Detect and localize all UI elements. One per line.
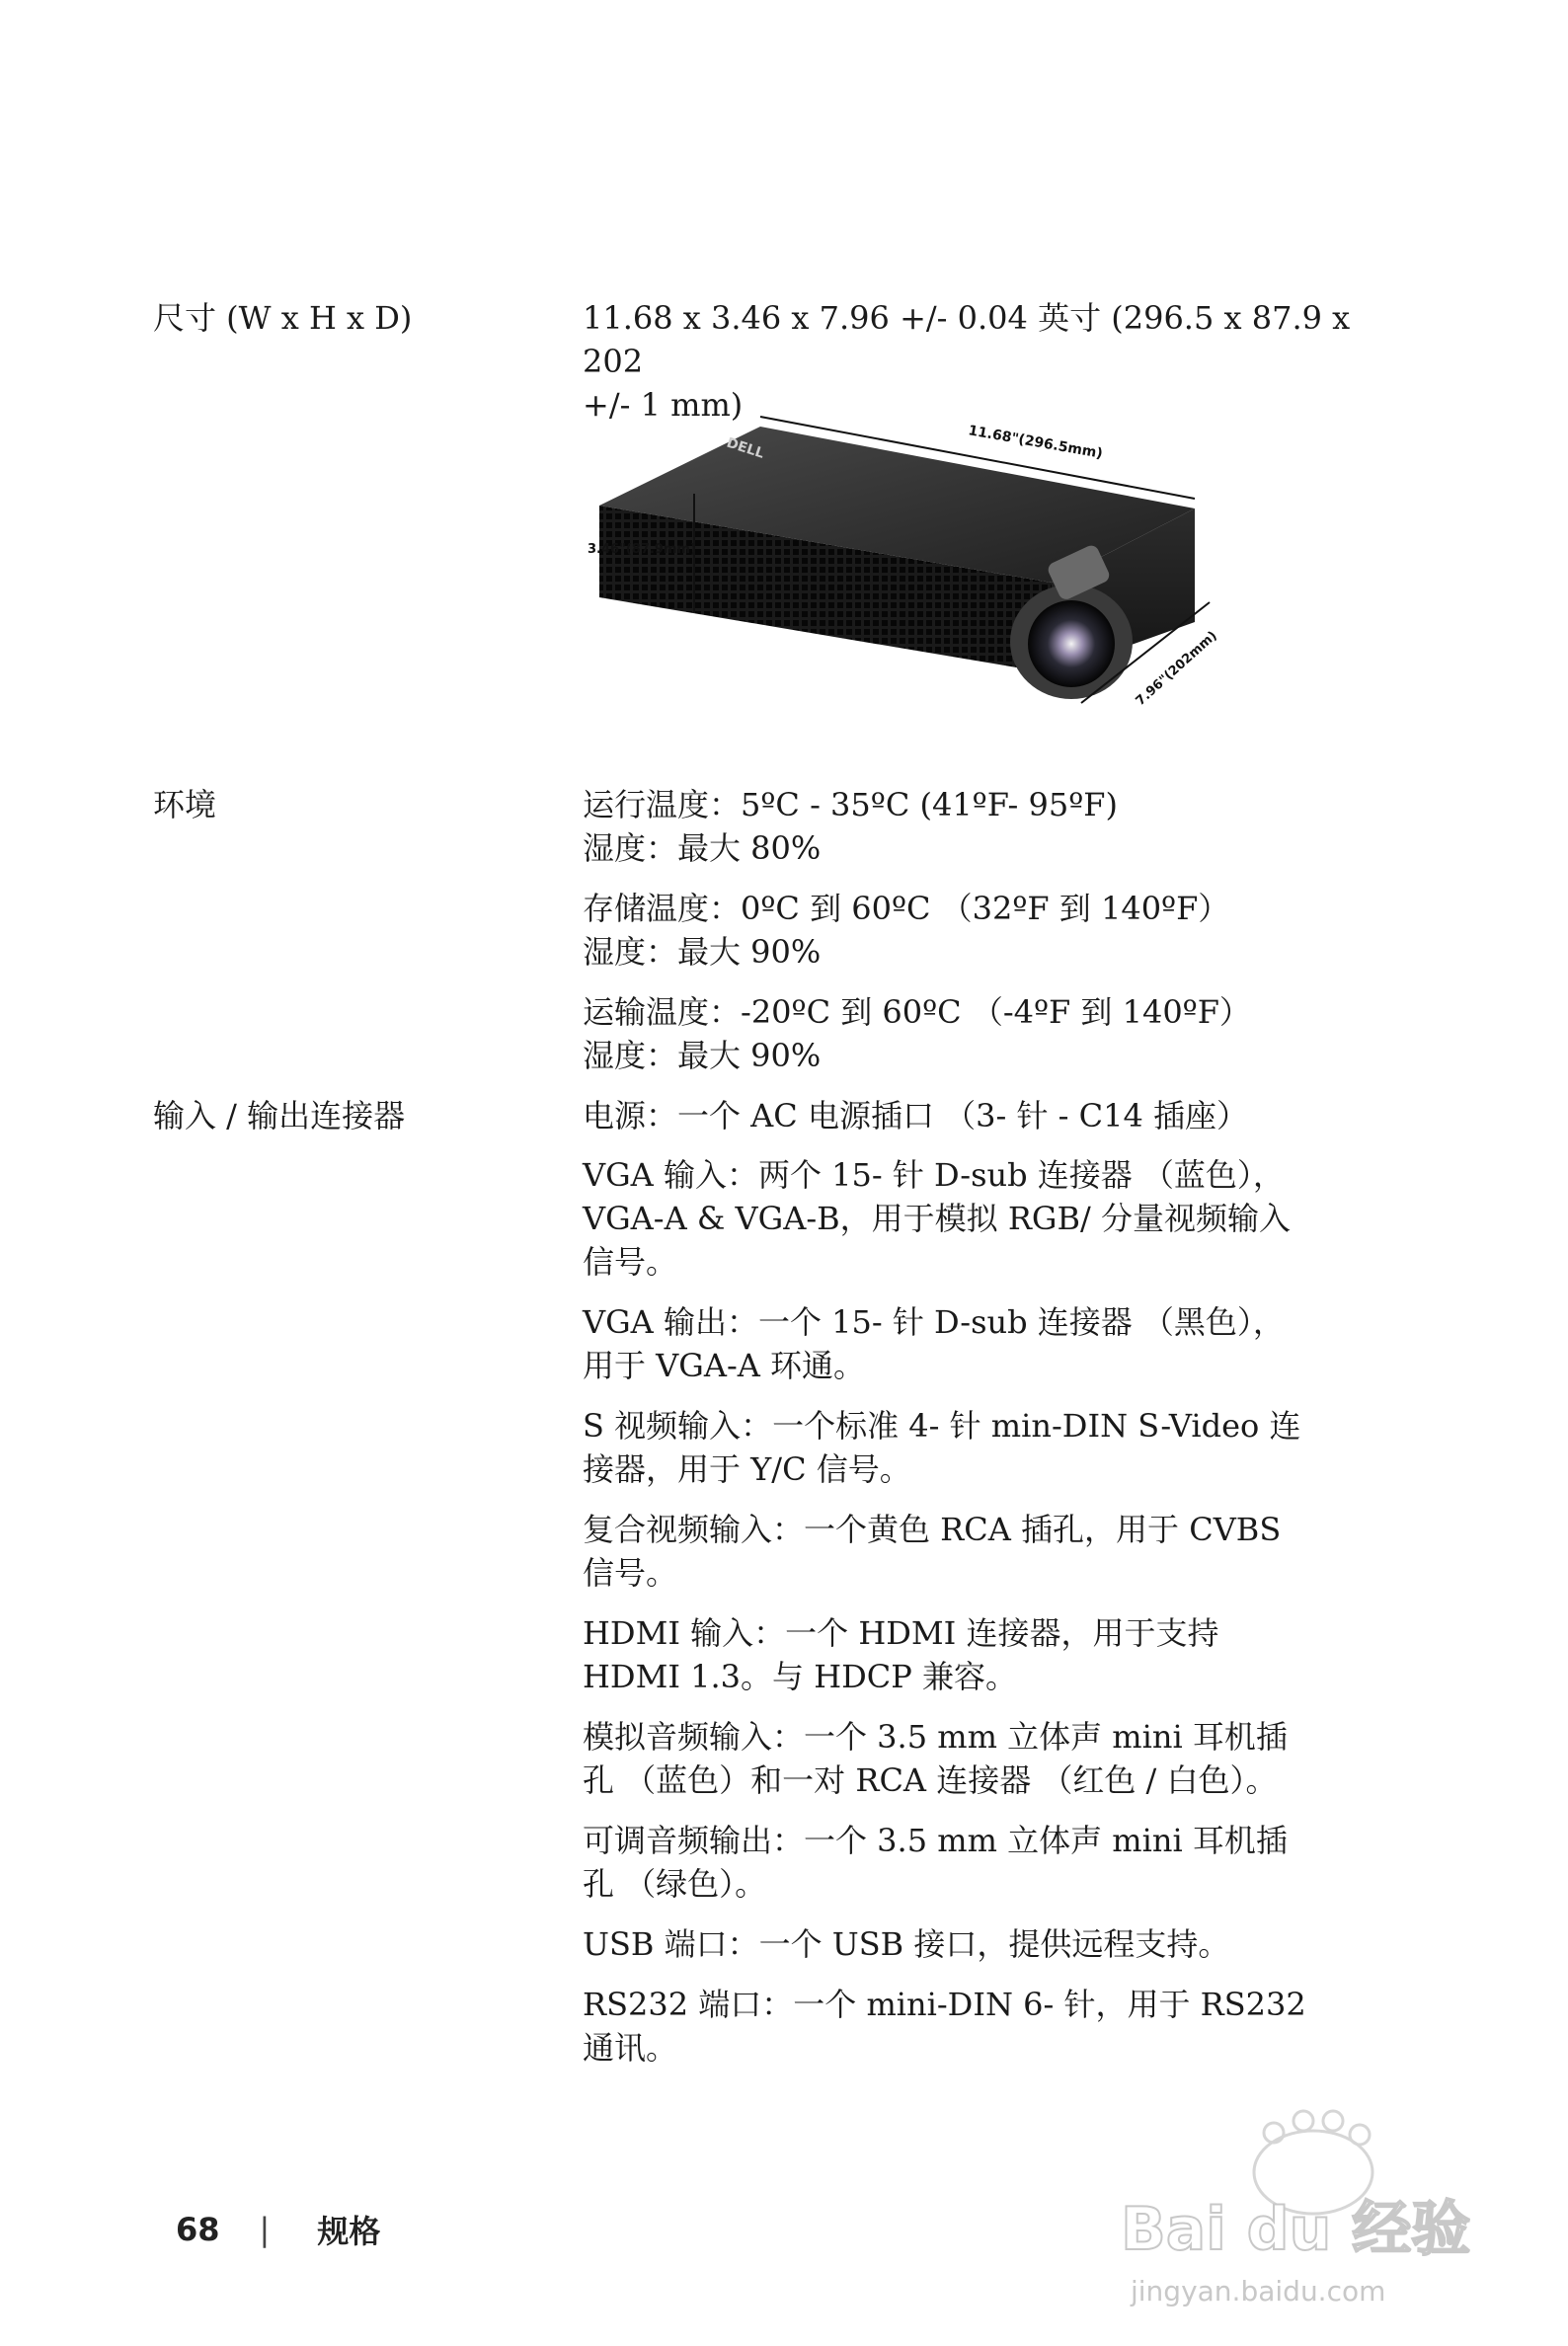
io-line: VGA-A & VGA-B，用于模拟 RGB/ 分量视频输入 xyxy=(583,1200,1291,1237)
io-item-usb xyxy=(583,1922,1363,1966)
environment-line: 湿度：最大 90% xyxy=(583,1037,822,1074)
environment-label: 环境 xyxy=(153,786,217,823)
projector-lens xyxy=(1028,600,1115,687)
io-item-audio-out xyxy=(583,1819,1363,1906)
environment-shipping xyxy=(583,990,1363,1077)
io-line: RS232 端口：一个 mini-DIN 6- 针，用于 RS232 xyxy=(583,1986,1306,2023)
io-line: 孔 （蓝色）和一对 RCA 连接器 （红色 / 白色）。 xyxy=(583,1761,1278,1799)
footer-section-title: 规格 xyxy=(317,2213,381,2250)
environment-line: 运输温度：-20ºC 到 60ºC （-4ºF 到 140ºF） xyxy=(583,993,1251,1031)
environment-line: 存储温度：0ºC 到 60ºC （32ºF 到 140ºF） xyxy=(583,890,1230,927)
environment-line: 运行温度：5ºC - 35ºC (41ºF- 95ºF) xyxy=(583,786,1118,823)
projector-dimension-figure xyxy=(588,415,1239,731)
io-line: 电源：一个 AC 电源插口 （3- 针 - C14 插座） xyxy=(583,1097,1248,1134)
io-line: 信号。 xyxy=(583,1554,678,1592)
io-line: S 视频输入：一个标准 4- 针 min-DIN S-Video 连 xyxy=(583,1407,1301,1445)
environment-line: 湿度：最大 90% xyxy=(583,933,822,971)
io-item-vga-in xyxy=(583,1153,1363,1284)
io-line: HDMI 1.3。与 HDCP 兼容。 xyxy=(583,1658,1017,1695)
io-line: VGA 输入：两个 15- 针 D-sub 连接器 （蓝色）， xyxy=(583,1156,1285,1194)
io-item-hdmi xyxy=(583,1611,1363,1698)
width-dimension-label: 11.68"(296.5mm) xyxy=(967,423,1104,462)
io-line: 信号。 xyxy=(583,1243,678,1281)
io-item-power xyxy=(583,1094,1363,1137)
io-connectors-label: 输入 / 输出连接器 xyxy=(153,1097,406,1134)
io-line: 模拟音频输入：一个 3.5 mm 立体声 mini 耳机插 xyxy=(583,1718,1288,1756)
watermark-url: jingyan.baidu.com xyxy=(1131,2275,1386,2307)
io-item-audio-in xyxy=(583,1715,1363,1802)
height-dimension-label: 3.46"(87.9mm) xyxy=(588,542,696,557)
io-item-rs232 xyxy=(583,1983,1363,2070)
projector-brand: DELL xyxy=(724,434,766,462)
io-item-vga-out xyxy=(583,1300,1363,1387)
io-line: 通讯。 xyxy=(583,2029,678,2067)
depth-dimension-label: 7.96"(202mm) xyxy=(1133,628,1220,709)
io-line: 孔 （绿色）。 xyxy=(583,1865,767,1903)
dimensions-value xyxy=(583,296,1363,427)
baidu-watermark xyxy=(1111,2103,1486,2320)
io-line: 可调音频输出：一个 3.5 mm 立体声 mini 耳机插 xyxy=(583,1822,1288,1859)
io-line: VGA 输出：一个 15- 针 D-sub 连接器 （黑色）， xyxy=(583,1303,1285,1341)
io-item-composite xyxy=(583,1508,1363,1595)
dimensions-value-line1: 11.68 x 3.46 x 7.96 +/- 0.04 英寸 (296.5 x 87.9 x 202 xyxy=(583,299,1351,380)
dimensions-label: 尺寸 (W x H x D) xyxy=(153,299,413,337)
io-line: USB 端口：一个 USB 接口，提供远程支持。 xyxy=(583,1925,1230,1963)
io-item-s-video xyxy=(583,1404,1363,1491)
dimensions-value-line2: +/- 1 mm) xyxy=(583,386,744,424)
page-footer xyxy=(176,2207,380,2252)
io-line: 复合视频输入：一个黄色 RCA 插孔，用于 CVBS xyxy=(583,1511,1282,1548)
io-line: HDMI 输入：一个 HDMI 连接器，用于支持 xyxy=(583,1614,1219,1652)
watermark-brand: Bai du 经验 xyxy=(1121,2195,1471,2264)
environment-operating xyxy=(583,783,1363,870)
io-line: 用于 VGA-A 环通。 xyxy=(583,1347,866,1384)
environment-line: 湿度：最大 80% xyxy=(583,829,822,867)
io-line: 接器，用于 Y/C 信号。 xyxy=(583,1450,911,1488)
page-number: 68 xyxy=(176,2211,220,2248)
footer-separator: | xyxy=(259,2211,271,2248)
environment-storage xyxy=(583,887,1363,974)
